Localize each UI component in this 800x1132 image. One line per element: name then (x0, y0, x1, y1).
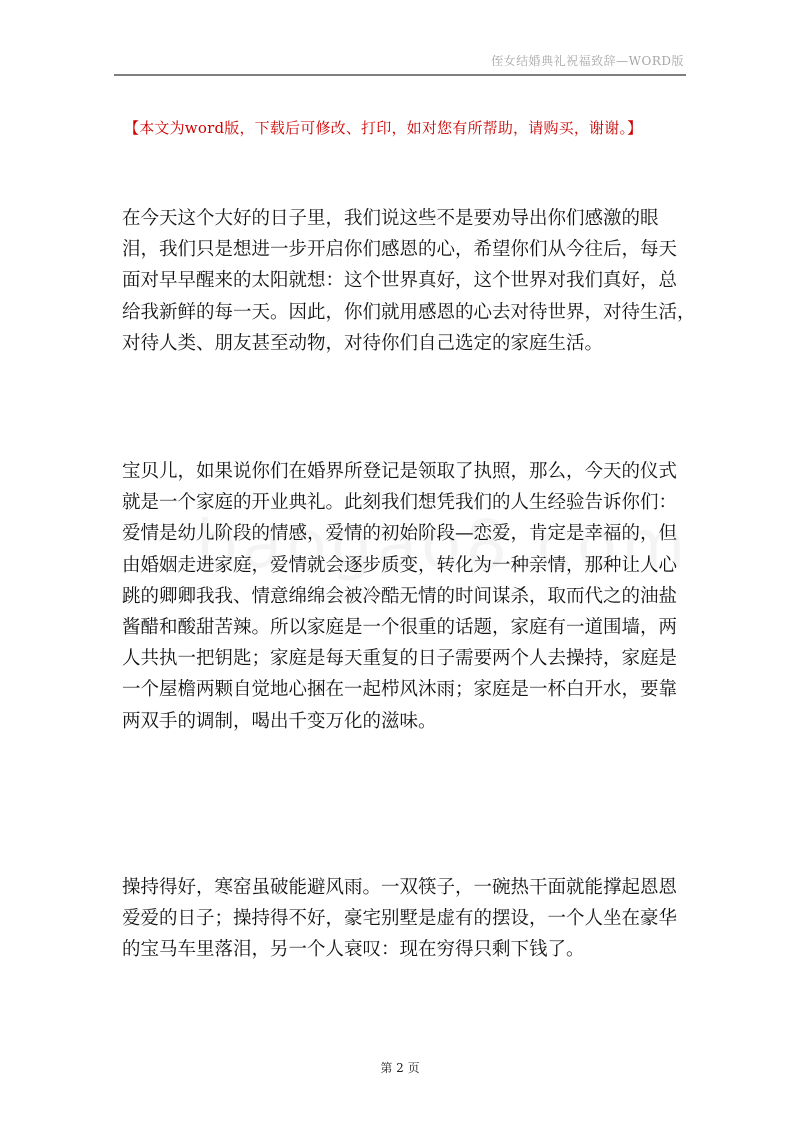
text-line: 宝贝儿，如果说你们在婚界所登记是领取了执照，那么，今天的仪式 (122, 461, 678, 482)
text-line: 给我新鲜的每一天。因此，你们就用感恩的心去对待世界，对待生活， (122, 301, 696, 323)
paragraph-2 (122, 456, 688, 737)
header-divider (114, 74, 686, 76)
text-line: 由婚姻走进家庭，爱情就会逐步质变，转化为一种亲情，那种让人心 (122, 554, 678, 576)
text-line: 操持得好，寒窑虽破能避风雨。一双筷子，一碗热干面就能撑起恩恩 (122, 877, 678, 898)
text-line: 人共执一把钥匙；家庭是每天重复的日子需要两个人去操持，家庭是 (122, 648, 678, 670)
text-line: 在今天这个大好的日子里，我们说这些不是要劝导出你们感激的眼 (122, 208, 659, 229)
download-notice: 【本文为word版，下载后可修改、打印，如对您有所帮助，请购买，谢谢。】 (124, 119, 643, 137)
text-line: 泪，我们只是想进一步开启你们感恩的心，希望你们从今往后，每天 (122, 239, 678, 261)
text-line: 两双手的调制，喝出千变万化的滋味。 (122, 710, 437, 732)
paragraph-1 (122, 203, 696, 359)
header-title: 侄女结婚典礼祝福致辞—WORD版 (491, 54, 684, 68)
text-line: 酱醋和酸甜苦辣。所以家庭是一个很重的话题，家庭有一道围墙，两 (122, 617, 678, 639)
text-line: 一个屋檐两颗自觉地心捆在一起栉风沐雨；家庭是一杯白开水，要靠 (122, 679, 678, 701)
paragraph-3 (122, 872, 688, 966)
text-line: 对待人类、朋友甚至动物，对待你们自己选定的家庭生活。 (122, 332, 604, 354)
text-line: 爱情是幼儿阶段的情感，爱情的初始阶段—恋爱，肯定是幸福的，但 (122, 523, 678, 545)
text-line: 爱爱的日子；操持得不好，豪宅别墅是虚有的摆设，一个人坐在豪华 (122, 908, 678, 930)
text-line: 面对早早醒来的太阳就想：这个世界真好，这个世界对我们真好，总 (122, 270, 678, 292)
text-line: 的宝马车里落泪，另一个人衰叹：现在穷得只剩下钱了。 (122, 939, 585, 961)
text-line: 跳的卿卿我我、情意绵绵会被冷酷无情的时间谋杀，取而代之的油盐 (122, 585, 678, 607)
page-number: 第 2 页 (380, 1061, 420, 1075)
text-line: 就是一个家庭的开业典礼。此刻我们想凭我们的人生经验告诉你们： (122, 492, 678, 514)
